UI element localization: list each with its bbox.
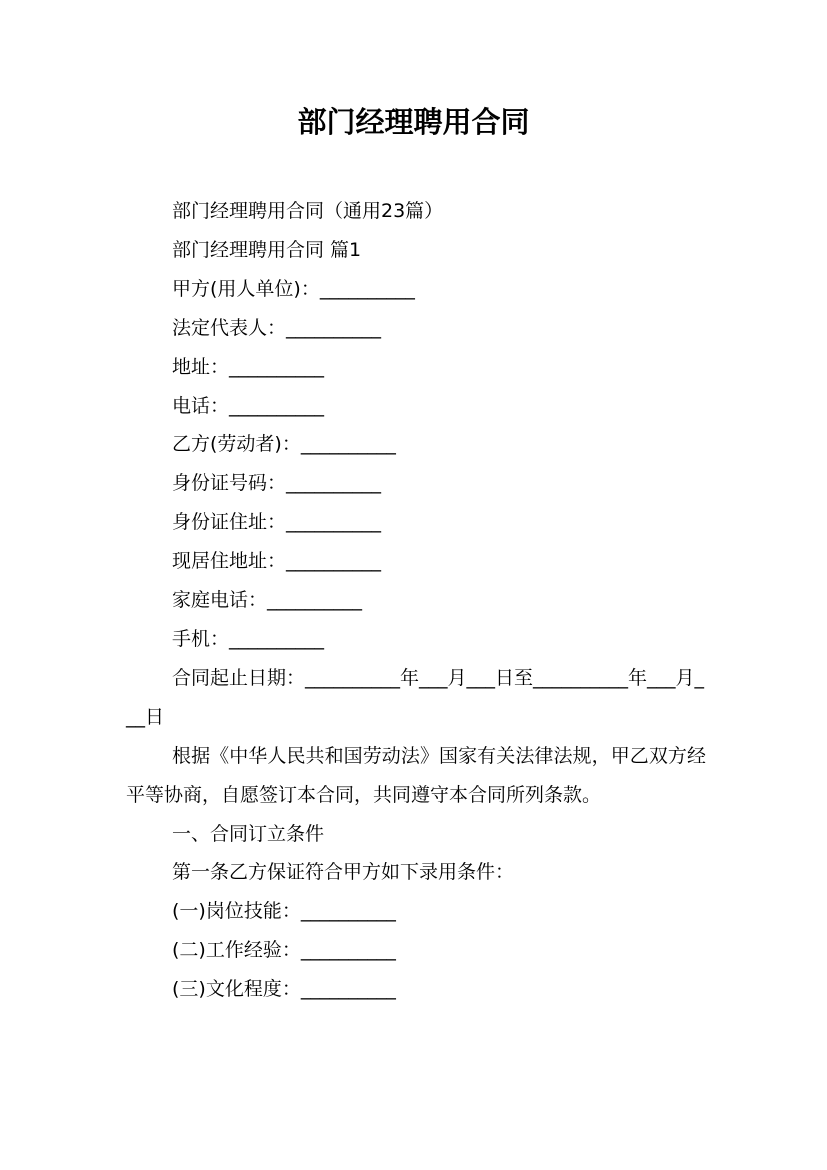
field-legal-representative: 法定代表人：__________ xyxy=(172,316,382,339)
field-education-level: (三)文化程度：__________ xyxy=(172,978,396,1001)
paragraph-preamble: 根据《中华人民共和国劳动法》国家有关法律法规，甲乙双方经平等协商，自愿签订本合同，共同遵守本合同所列条款。 xyxy=(126,744,706,806)
document-body xyxy=(126,192,706,1009)
article-one: 第一条乙方保证符合甲方如下录用条件： xyxy=(172,861,515,884)
paragraph-subtitle: 部门经理聘用合同（通用23篇） xyxy=(172,200,444,222)
field-mobile: 手机：__________ xyxy=(172,627,325,650)
field-phone: 电话：__________ xyxy=(172,394,325,417)
field-party-b: 乙方(劳动者)：__________ xyxy=(172,433,396,456)
field-home-phone: 家庭电话：__________ xyxy=(172,589,363,612)
field-id-address: 身份证住址：__________ xyxy=(172,511,382,534)
field-address: 地址：__________ xyxy=(172,355,325,378)
field-party-a: 甲方(用人单位)：__________ xyxy=(172,277,415,300)
section-heading-conditions: 一、合同订立条件 xyxy=(172,822,325,845)
field-current-address: 现居住地址：__________ xyxy=(172,550,382,573)
field-id-number: 身份证号码：__________ xyxy=(172,472,382,495)
field-job-skills: (一)岗位技能：__________ xyxy=(172,900,396,923)
field-contract-period: 合同起止日期：__________年___月___日至__________年___月___日 xyxy=(126,666,705,728)
document-title: 部门经理聘用合同 xyxy=(297,105,530,139)
paragraph-section-heading: 部门经理聘用合同 篇1 xyxy=(172,238,362,261)
field-work-experience: (二)工作经验：__________ xyxy=(172,939,396,962)
